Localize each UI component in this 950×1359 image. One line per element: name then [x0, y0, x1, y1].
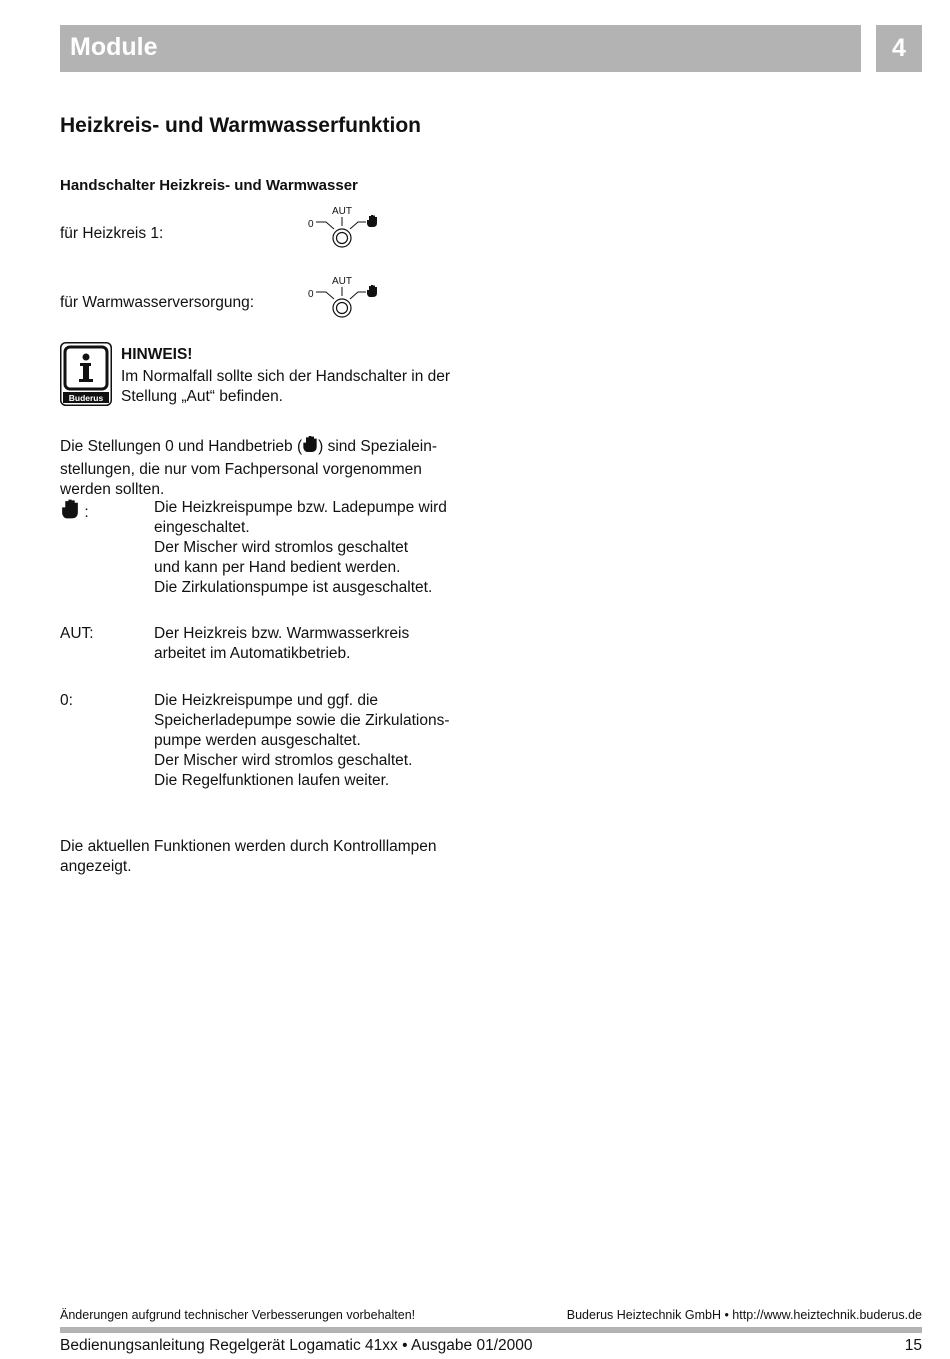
switch-aut-label: AUT: [332, 276, 352, 287]
page-heading: Heizkreis- und Warmwasserfunktion: [60, 114, 421, 137]
note-title: HINWEIS!: [121, 346, 193, 363]
zero-position-label: 0:: [60, 692, 73, 709]
aut-position-description: [154, 624, 484, 664]
description-line: Speicherladepumpe sowie die Zirkulations-: [154, 712, 450, 729]
note-text: Im Normalfall sollte sich der Handschalter in der Stellung „Aut“ befinden.: [121, 368, 451, 405]
buderus-logo-text: Buderus: [68, 393, 104, 403]
footer-divider: [60, 1327, 922, 1333]
description-line: Die Zirkulationspumpe ist ausgeschaltet.: [154, 579, 433, 596]
intro-paragraph: [60, 434, 470, 500]
description-line: pumpe werden ausgeschaltet.: [154, 732, 361, 749]
intro-text-start: Die Stellungen 0 und Handbetrieb (: [60, 438, 303, 455]
zero-position-description: [154, 691, 484, 791]
hand-icon: [60, 498, 80, 526]
description-line: Der Mischer wird stromlos geschaltet.: [154, 752, 413, 769]
switch-aut-label: AUT: [332, 206, 352, 217]
section-title: Module: [70, 33, 158, 61]
footer-manual-title: Bedienungsanleitung Regelgerät Logamatic 41xx • Ausgabe 01/2000: [60, 1337, 533, 1354]
hand-position-description: [154, 498, 484, 598]
hand-icon: [367, 285, 377, 297]
hand-icon: [367, 215, 377, 227]
description-line: arbeitet im Automatikbetrieb.: [154, 645, 351, 662]
header-bar: [60, 25, 861, 72]
chapter-number: 4: [876, 25, 922, 72]
footer-disclaimer: Änderungen aufgrund technischer Verbesserungen vorbehalten!: [60, 1308, 416, 1322]
description-line: Die Heizkreispumpe und ggf. die: [154, 692, 379, 709]
description-line: Die Regelfunktionen laufen weiter.: [154, 772, 390, 789]
description-line: und kann per Hand bedient werden.: [154, 559, 401, 576]
switch-label-heizkreis: für Heizkreis 1:: [60, 225, 164, 242]
aut-position-label: AUT:: [60, 625, 94, 642]
subheading: Handschalter Heizkreis- und Warmwasser: [60, 177, 358, 194]
hand-switch-warmwasser: [302, 274, 382, 318]
info-icon: [60, 342, 112, 406]
intro-text-end: ) sind Spezialein- stellungen, die nur vom Fachpersonal vorgenommen werden sollten.: [60, 438, 438, 498]
description-line: Der Heizkreis bzw. Warmwasserkreis: [154, 625, 410, 642]
switch-label-warmwasser: für Warmwasserversorgung:: [60, 294, 255, 311]
footer-company: Buderus Heiztechnik GmbH • http://www.heiztechnik.buderus.de: [566, 1308, 922, 1322]
hand-icon: [302, 434, 318, 460]
closing-paragraph: Die aktuellen Funktionen werden durch Kontrolllampen angezeigt.: [60, 838, 437, 875]
description-line: Die Heizkreispumpe bzw. Ladepumpe wird: [154, 499, 447, 516]
hand-switch-heizkreis: [302, 204, 382, 248]
hand-position-colon: :: [84, 504, 89, 521]
hand-position-label: [60, 498, 89, 526]
description-line: Der Mischer wird stromlos geschaltet: [154, 539, 409, 556]
description-line: eingeschaltet.: [154, 519, 250, 536]
page-number: 15: [904, 1337, 922, 1354]
switch-zero-label: 0: [308, 219, 314, 230]
switch-zero-label: 0: [308, 289, 314, 300]
